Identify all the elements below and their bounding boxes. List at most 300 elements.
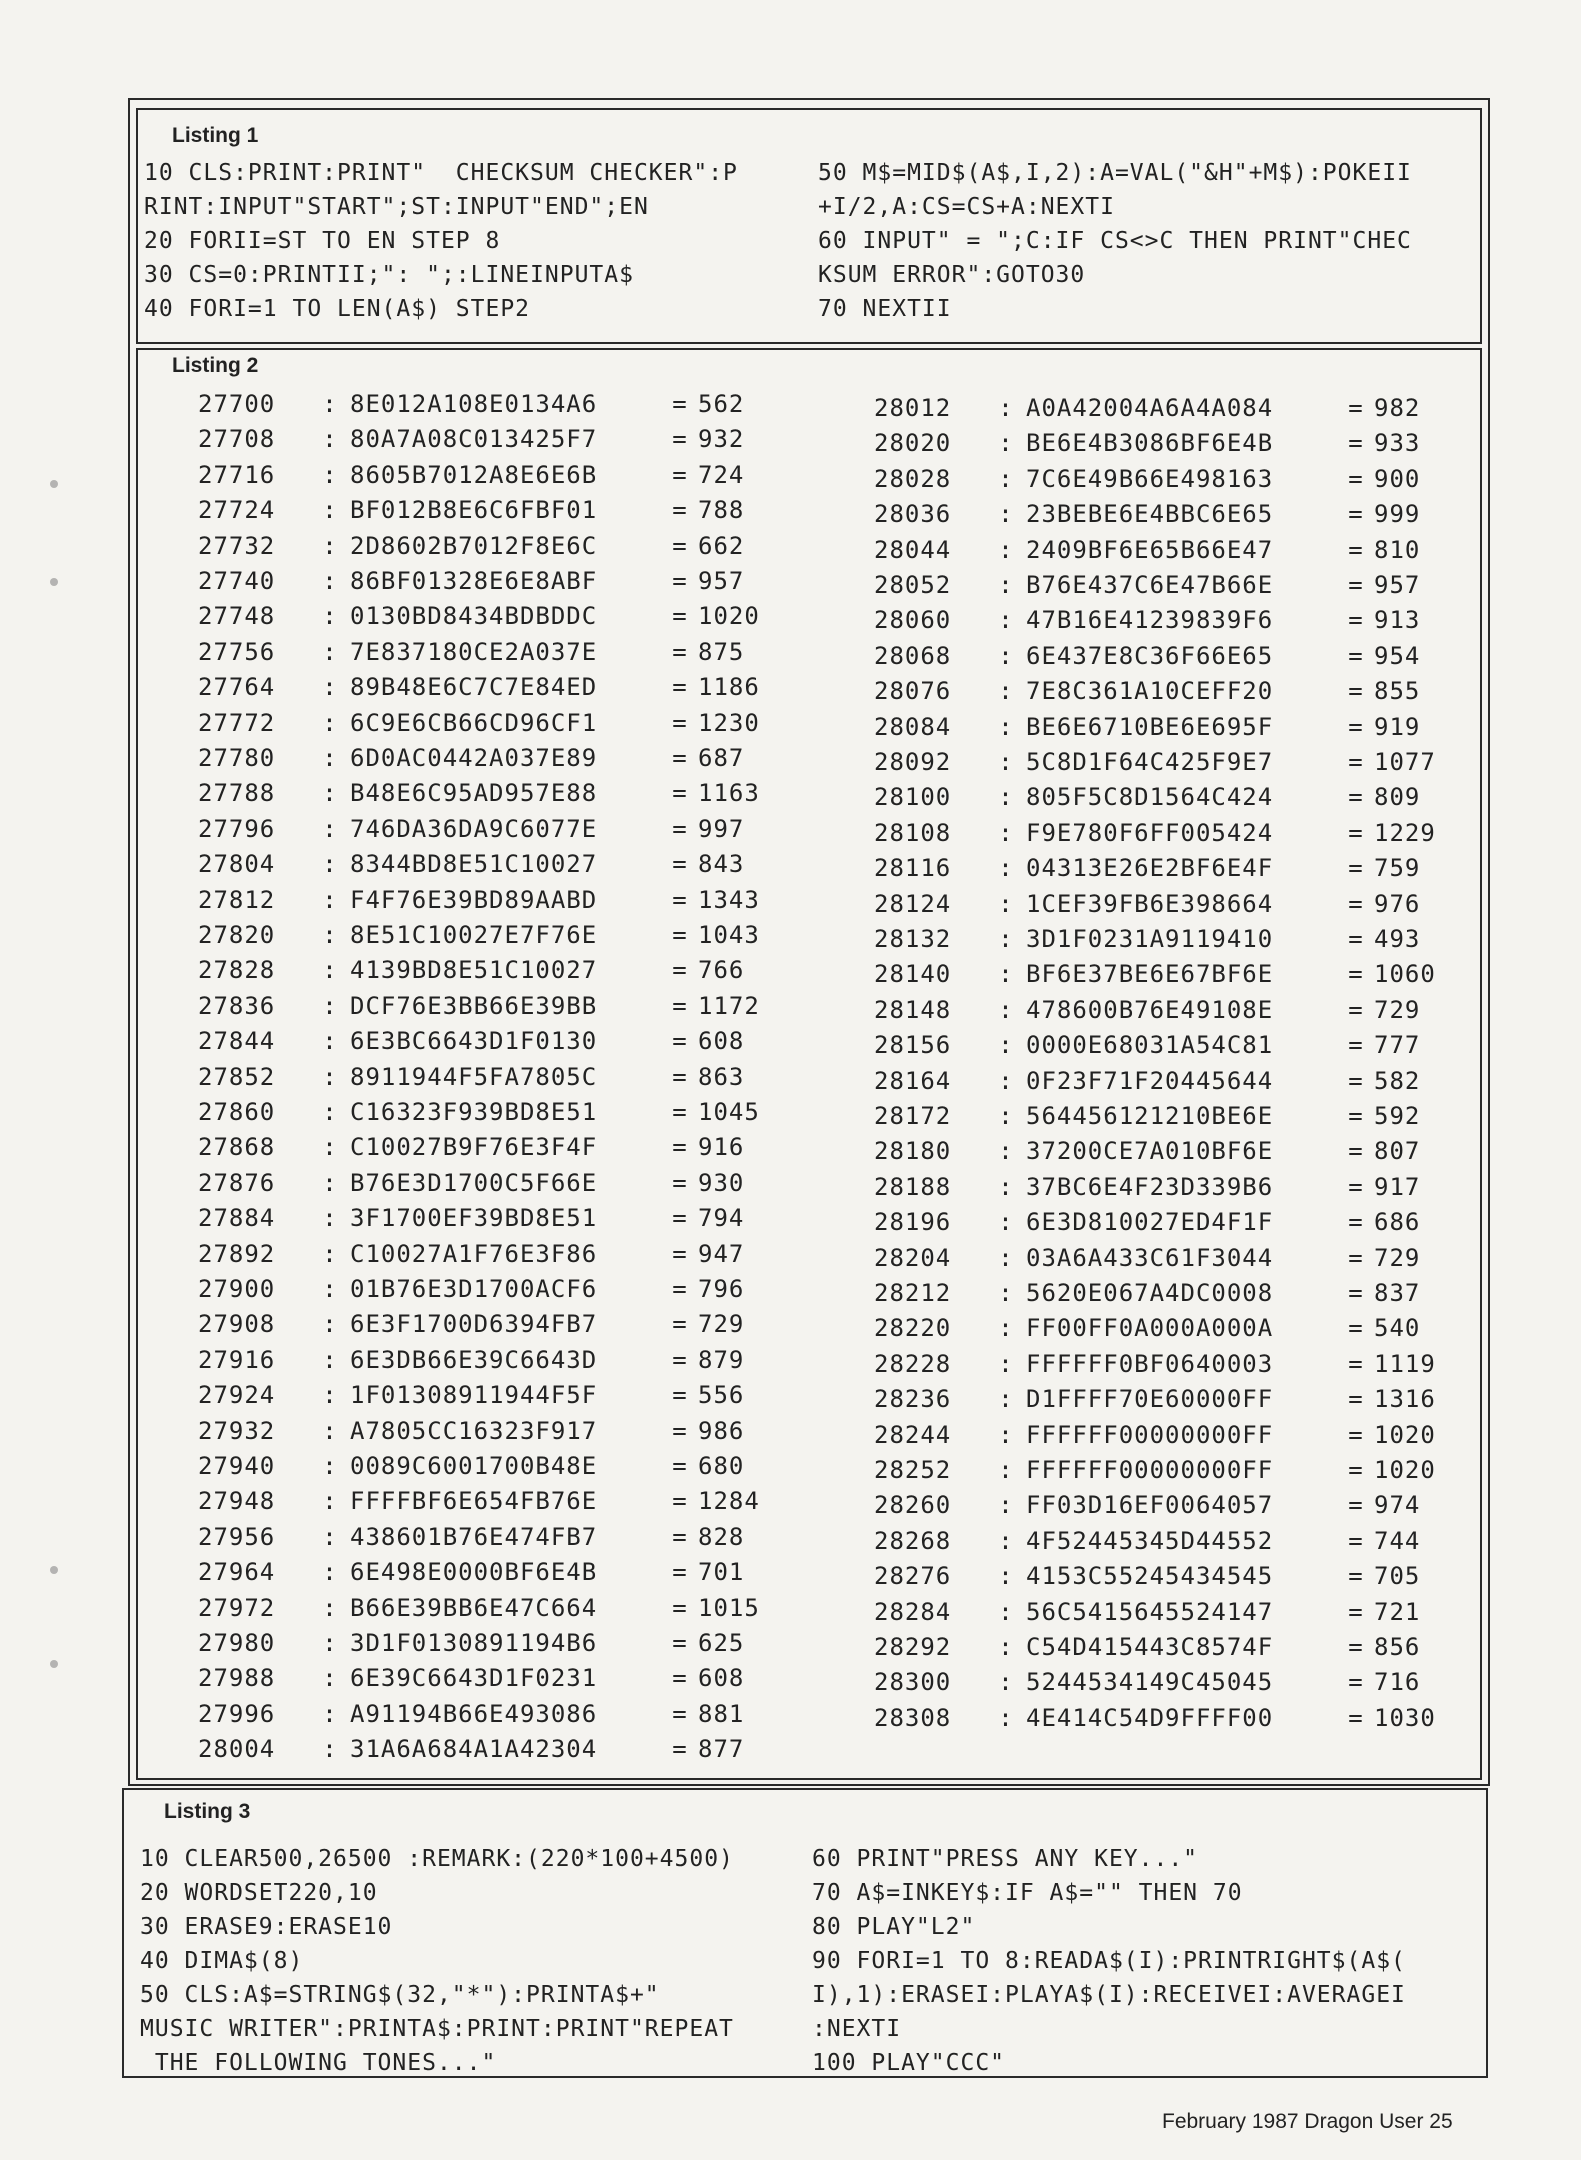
equals: =	[1348, 1385, 1364, 1414]
checksum-row	[198, 1133, 744, 1161]
checksum-row	[874, 536, 1420, 564]
colon: :	[998, 1491, 1014, 1520]
hex-data: 37200CE7A010BF6E	[1026, 1137, 1274, 1166]
checksum-row	[874, 500, 1420, 528]
equals: =	[1348, 571, 1364, 599]
hex-data: 04313E26E2BF6E4F	[1026, 854, 1274, 883]
colon: :	[998, 677, 1014, 706]
hex-data: A7805CC16323F917	[350, 1416, 598, 1445]
address: 28076	[874, 677, 952, 706]
address: 28220	[874, 1314, 952, 1343]
code-line: 100 PLAY"CCC"	[812, 2050, 1006, 2076]
address: 27780	[198, 744, 276, 772]
address: 28308	[874, 1703, 952, 1732]
address: 28228	[874, 1349, 952, 1378]
code-line: 50 CLS:A$=STRING$(32,"*"):PRINTA$+"	[140, 1982, 660, 2008]
checksum-row	[874, 571, 1420, 599]
code-line: +I/2,A:CS=CS+A:NEXTI	[818, 194, 1115, 220]
checksum: 877	[698, 1735, 745, 1764]
code-line: 30 ERASE9:ERASE10	[140, 1914, 393, 1940]
address: 28156	[874, 1031, 952, 1060]
listing2-title: Listing 2	[172, 354, 259, 377]
checksum-row	[198, 532, 744, 560]
checksum-row	[198, 390, 744, 418]
colon: :	[322, 779, 338, 808]
equals: =	[1348, 641, 1364, 670]
equals: =	[672, 708, 688, 737]
hex-data: 47B16E41239839F6	[1026, 606, 1274, 635]
checksum-row	[198, 1700, 744, 1728]
code-line: 70 NEXTII	[818, 296, 952, 322]
checksum: 1020	[1374, 1456, 1436, 1484]
checksum-row	[198, 1310, 744, 1338]
hex-data: 3D1F0130891194B6	[350, 1629, 598, 1657]
equals: =	[1348, 1031, 1364, 1060]
address: 28092	[874, 748, 952, 776]
hex-data: 4F52445345D44552	[1026, 1526, 1274, 1555]
equals: =	[672, 1027, 688, 1056]
checksum-row	[198, 744, 744, 772]
equals: =	[672, 850, 688, 879]
checksum: 919	[1374, 712, 1421, 741]
checksum: 701	[698, 1558, 745, 1587]
address: 28028	[874, 464, 952, 493]
address: 28052	[874, 571, 952, 599]
checksum-row	[874, 1421, 1436, 1449]
colon: :	[998, 464, 1014, 493]
address: 27876	[198, 1168, 276, 1197]
colon: :	[322, 1062, 338, 1091]
colon: :	[322, 1381, 338, 1410]
equals: =	[1348, 1137, 1364, 1166]
equals: =	[1348, 1102, 1364, 1130]
equals: =	[672, 1345, 688, 1374]
hex-data: 8E012A108E0134A6	[350, 390, 598, 418]
equals: =	[1348, 1349, 1364, 1378]
checksum-row	[198, 496, 744, 524]
checksum-row	[198, 1240, 744, 1268]
checksum-row	[198, 1169, 744, 1197]
hex-data: FFFFFF00000000FF	[1026, 1456, 1274, 1484]
checksum: 1020	[1374, 1420, 1436, 1449]
code-line: 10 CLEAR500,26500 :REMARK:(220*100+4500)	[140, 1846, 734, 1872]
hex-data: 6E3D810027ED4F1F	[1026, 1208, 1274, 1237]
checksum-row	[198, 1381, 744, 1409]
address: 27948	[198, 1487, 276, 1516]
code-line: KSUM ERROR":GOTO30	[818, 262, 1086, 288]
address: 27820	[198, 921, 276, 949]
checksum-row	[874, 465, 1420, 493]
colon: :	[998, 889, 1014, 918]
address: 27956	[198, 1522, 276, 1551]
hex-data: 564456121210BE6E	[1026, 1102, 1274, 1130]
hex-data: DCF76E3BB66E39BB	[350, 991, 598, 1020]
equals: =	[672, 1487, 688, 1516]
checksum: 1020	[698, 602, 760, 631]
hex-data: 805F5C8D1564C424	[1026, 783, 1274, 812]
equals: =	[1348, 1066, 1364, 1095]
hex-data: 56C5415645524147	[1026, 1597, 1274, 1626]
checksum: 1077	[1374, 748, 1436, 776]
checksum: 947	[698, 1239, 745, 1268]
checksum: 997	[698, 814, 745, 843]
colon: :	[998, 394, 1014, 422]
checksum-row	[874, 1385, 1436, 1413]
checksum: 680	[698, 1452, 745, 1480]
colon: :	[998, 1420, 1014, 1449]
colon: :	[322, 1275, 338, 1303]
hex-data: 6C9E6CB66CD96CF1	[350, 708, 598, 737]
checksum: 1284	[698, 1487, 760, 1516]
checksum-row	[198, 1452, 744, 1480]
colon: :	[322, 991, 338, 1020]
checksum: 796	[698, 1275, 745, 1303]
equals: =	[672, 673, 688, 702]
colon: :	[322, 1239, 338, 1268]
equals: =	[672, 1062, 688, 1091]
checksum: 999	[1374, 500, 1421, 529]
colon: :	[998, 1562, 1014, 1591]
address: 28044	[874, 535, 952, 564]
equals: =	[672, 1699, 688, 1728]
checksum: 930	[698, 1168, 745, 1197]
checksum-row	[874, 429, 1420, 457]
hex-data: 6E3F1700D6394FB7	[350, 1310, 598, 1339]
hex-data: 3D1F0231A9119410	[1026, 925, 1274, 953]
checksum: 913	[1374, 606, 1421, 635]
checksum-row	[198, 461, 744, 489]
checksum-row	[874, 677, 1420, 705]
equals: =	[672, 1239, 688, 1268]
checksum-row	[198, 779, 760, 807]
binding-hole-mark	[50, 1566, 58, 1574]
equals: =	[1348, 995, 1364, 1024]
checksum: 879	[698, 1345, 745, 1374]
colon: :	[998, 1102, 1014, 1130]
code-line: 70 A$=INKEY$:IF A$="" THEN 70	[812, 1880, 1243, 1906]
colon: :	[998, 606, 1014, 635]
equals: =	[1348, 394, 1364, 422]
hex-data: C16323F939BD8E51	[350, 1098, 598, 1126]
hex-data: 6E3DB66E39C6643D	[350, 1345, 598, 1374]
code-line: MUSIC WRITER":PRINTA$:PRINT:PRINT"REPEAT	[140, 2016, 734, 2042]
colon: :	[998, 1066, 1014, 1095]
colon: :	[998, 1243, 1014, 1272]
checksum: 562	[698, 390, 745, 418]
hex-data: 6E3BC6643D1F0130	[350, 1027, 598, 1056]
colon: :	[322, 1027, 338, 1056]
checksum-row	[198, 1098, 760, 1126]
listing1-title: Listing 1	[172, 124, 259, 147]
equals: =	[1348, 1208, 1364, 1237]
hex-data: 0F23F71F20445644	[1026, 1066, 1274, 1095]
address: 28116	[874, 854, 952, 883]
equals: =	[672, 1416, 688, 1445]
equals: =	[672, 496, 688, 525]
colon: :	[322, 567, 338, 595]
colon: :	[322, 850, 338, 879]
checksum: 863	[698, 1062, 745, 1091]
equals: =	[672, 531, 688, 560]
hex-data: 8344BD8E51C10027	[350, 850, 598, 879]
checksum-row	[874, 713, 1420, 741]
checksum: 810	[1374, 535, 1421, 564]
checksum: 766	[698, 956, 745, 985]
checksum-row	[198, 673, 760, 701]
colon: :	[322, 1487, 338, 1516]
checksum-row	[198, 425, 744, 453]
checksum: 1172	[698, 991, 760, 1020]
checksum: 982	[1374, 394, 1421, 422]
equals: =	[1348, 889, 1364, 918]
colon: :	[322, 1204, 338, 1233]
checksum: 592	[1374, 1102, 1421, 1130]
colon: :	[998, 925, 1014, 953]
address: 27772	[198, 708, 276, 737]
checksum-row	[874, 748, 1436, 776]
colon: :	[998, 1668, 1014, 1697]
hex-data: F9E780F6FF005424	[1026, 818, 1274, 847]
checksum: 974	[1374, 1491, 1421, 1520]
colon: :	[998, 1208, 1014, 1237]
checksum: 608	[698, 1664, 745, 1693]
colon: :	[998, 1349, 1014, 1378]
hex-data: 7E8C361A10CEFF20	[1026, 677, 1274, 706]
checksum-row	[198, 921, 760, 949]
equals: =	[1348, 1172, 1364, 1201]
hex-data: 3F1700EF39BD8E51	[350, 1204, 598, 1233]
address: 27708	[198, 425, 276, 454]
equals: =	[1348, 500, 1364, 529]
equals: =	[672, 1381, 688, 1410]
colon: :	[322, 637, 338, 666]
checksum-row	[198, 956, 744, 984]
colon: :	[322, 1593, 338, 1622]
hex-data: 0130BD8434BDBDDC	[350, 602, 598, 631]
code-line: 50 M$=MID$(A$,I,2):A=VAL("&H"+M$):POKEII	[818, 160, 1412, 186]
checksum: 875	[698, 637, 745, 666]
equals: =	[1348, 1314, 1364, 1343]
colon: :	[998, 748, 1014, 776]
equals: =	[672, 1593, 688, 1622]
hex-data: 31A6A684A1A42304	[350, 1735, 598, 1764]
checksum: 1343	[698, 885, 760, 914]
colon: :	[322, 1133, 338, 1162]
equals: =	[1348, 429, 1364, 458]
colon: :	[322, 921, 338, 949]
hex-data: 01B76E3D1700ACF6	[350, 1275, 598, 1303]
equals: =	[672, 425, 688, 454]
checksum: 777	[1374, 1031, 1421, 1060]
hex-data: 1F01308911944F5F	[350, 1381, 598, 1410]
checksum-row	[198, 1735, 744, 1763]
equals: =	[672, 1629, 688, 1657]
equals: =	[672, 744, 688, 772]
address: 28108	[874, 818, 952, 847]
equals: =	[672, 1735, 688, 1764]
checksum: 954	[1374, 641, 1421, 670]
hex-data: 2D8602B7012F8E6C	[350, 531, 598, 560]
address: 27804	[198, 850, 276, 879]
hex-data: B76E437C6E47B66E	[1026, 571, 1274, 599]
equals: =	[1348, 535, 1364, 564]
hex-data: 746DA36DA9C6077E	[350, 814, 598, 843]
address: 27892	[198, 1239, 276, 1268]
hex-data: 5620E067A4DC0008	[1026, 1279, 1274, 1307]
equals: =	[672, 956, 688, 985]
checksum: 744	[1374, 1526, 1421, 1555]
address: 28068	[874, 641, 952, 670]
checksum: 759	[1374, 854, 1421, 883]
colon: :	[322, 1735, 338, 1764]
address: 28084	[874, 712, 952, 741]
checksum-row	[198, 1523, 744, 1551]
checksum-row	[198, 1027, 744, 1055]
equals: =	[1348, 960, 1364, 989]
equals: =	[1348, 1279, 1364, 1307]
colon: :	[322, 673, 338, 702]
checksum-row	[874, 1279, 1420, 1307]
equals: =	[1348, 783, 1364, 812]
checksum-row	[874, 1704, 1436, 1732]
address: 28188	[874, 1172, 952, 1201]
checksum: 843	[698, 850, 745, 879]
address: 27788	[198, 779, 276, 808]
checksum-row	[874, 1208, 1420, 1236]
equals: =	[1348, 606, 1364, 635]
checksum-row	[198, 1275, 744, 1303]
code-line: 20 WORDSET220,10	[140, 1880, 378, 1906]
checksum: 917	[1374, 1172, 1421, 1201]
checksum-row	[874, 783, 1420, 811]
hex-data: 8605B7012A8E6E6B	[350, 460, 598, 489]
code-line: 20 FORII=ST TO EN STEP 8	[144, 228, 501, 254]
colon: :	[998, 1703, 1014, 1732]
checksum: 976	[1374, 889, 1421, 918]
colon: :	[322, 1345, 338, 1374]
address: 27924	[198, 1381, 276, 1410]
hex-data: 5244534149C45045	[1026, 1668, 1274, 1697]
address: 28164	[874, 1066, 952, 1095]
checksum-row	[198, 638, 744, 666]
colon: :	[998, 818, 1014, 847]
hex-data: FF00FF0A000A000A	[1026, 1314, 1274, 1343]
colon: :	[998, 783, 1014, 812]
hex-data: 80A7A08C013425F7	[350, 425, 598, 454]
checksum-row	[874, 1244, 1420, 1272]
checksum-row	[874, 890, 1420, 918]
equals: =	[672, 1522, 688, 1551]
checksum-row	[198, 1346, 744, 1374]
checksum-row	[874, 996, 1420, 1024]
address: 28252	[874, 1456, 952, 1484]
equals: =	[672, 1664, 688, 1693]
binding-hole-mark	[50, 578, 58, 586]
checksum-row	[874, 1491, 1420, 1519]
checksum-row	[874, 1350, 1436, 1378]
colon: :	[998, 641, 1014, 670]
equals: =	[1348, 1526, 1364, 1555]
address: 28276	[874, 1562, 952, 1591]
equals: =	[1348, 818, 1364, 847]
hex-data: 4153C55245434545	[1026, 1562, 1274, 1591]
colon: :	[998, 1526, 1014, 1555]
checksum-row	[874, 819, 1436, 847]
equals: =	[1348, 712, 1364, 741]
checksum-row	[874, 1102, 1420, 1130]
checksum-row	[874, 960, 1436, 988]
address: 28132	[874, 925, 952, 953]
address: 27724	[198, 496, 276, 525]
checksum: 1316	[1374, 1385, 1436, 1414]
hex-data: 37BC6E4F23D339B6	[1026, 1172, 1274, 1201]
colon: :	[322, 496, 338, 525]
checksum-row	[198, 709, 760, 737]
checksum-row	[874, 606, 1420, 634]
address: 28180	[874, 1137, 952, 1166]
hex-data: B76E3D1700C5F66E	[350, 1168, 598, 1197]
code-line: 30 CS=0:PRINTII;": ";:LINEINPUTA$	[144, 262, 634, 288]
address: 28060	[874, 606, 952, 635]
address: 27996	[198, 1699, 276, 1728]
equals: =	[1348, 1562, 1364, 1591]
checksum-row	[198, 1417, 744, 1445]
equals: =	[1348, 1243, 1364, 1272]
equals: =	[672, 1558, 688, 1587]
address: 27916	[198, 1345, 276, 1374]
checksum-row	[198, 992, 760, 1020]
checksum: 582	[1374, 1066, 1421, 1095]
equals: =	[672, 779, 688, 808]
hex-data: 0089C6001700B48E	[350, 1452, 598, 1480]
code-line: 40 DIMA$(8)	[140, 1948, 304, 1974]
hex-data: 03A6A433C61F3044	[1026, 1243, 1274, 1272]
address: 28236	[874, 1385, 952, 1414]
colon: :	[998, 854, 1014, 883]
address: 27732	[198, 531, 276, 560]
address: 27900	[198, 1275, 276, 1303]
hex-data: FFFFFF00000000FF	[1026, 1420, 1274, 1449]
hex-data: BE6E6710BE6E695F	[1026, 712, 1274, 741]
address: 27988	[198, 1664, 276, 1693]
equals: =	[1348, 677, 1364, 706]
equals: =	[1348, 1633, 1364, 1661]
checksum: 900	[1374, 464, 1421, 493]
checksum: 881	[698, 1699, 745, 1728]
address: 28212	[874, 1279, 952, 1307]
hex-data: FFFFFF0BF0640003	[1026, 1349, 1274, 1378]
colon: :	[998, 1137, 1014, 1166]
checksum: 1043	[698, 921, 760, 949]
checksum-row	[874, 925, 1420, 953]
equals: =	[672, 1168, 688, 1197]
hex-data: 6D0AC0442A037E89	[350, 744, 598, 772]
code-line: 40 FORI=1 TO LEN(A$) STEP2	[144, 296, 531, 322]
equals: =	[1348, 1420, 1364, 1449]
colon: :	[322, 602, 338, 631]
equals: =	[672, 1204, 688, 1233]
checksum: 957	[698, 567, 745, 595]
address: 27972	[198, 1593, 276, 1622]
address: 27980	[198, 1629, 276, 1657]
checksum: 625	[698, 1629, 745, 1657]
checksum-row	[198, 1664, 744, 1692]
hex-data: 6E39C6643D1F0231	[350, 1664, 598, 1693]
colon: :	[322, 814, 338, 843]
colon: :	[322, 1168, 338, 1197]
hex-data: B48E6C95AD957E88	[350, 779, 598, 808]
equals: =	[672, 1098, 688, 1126]
